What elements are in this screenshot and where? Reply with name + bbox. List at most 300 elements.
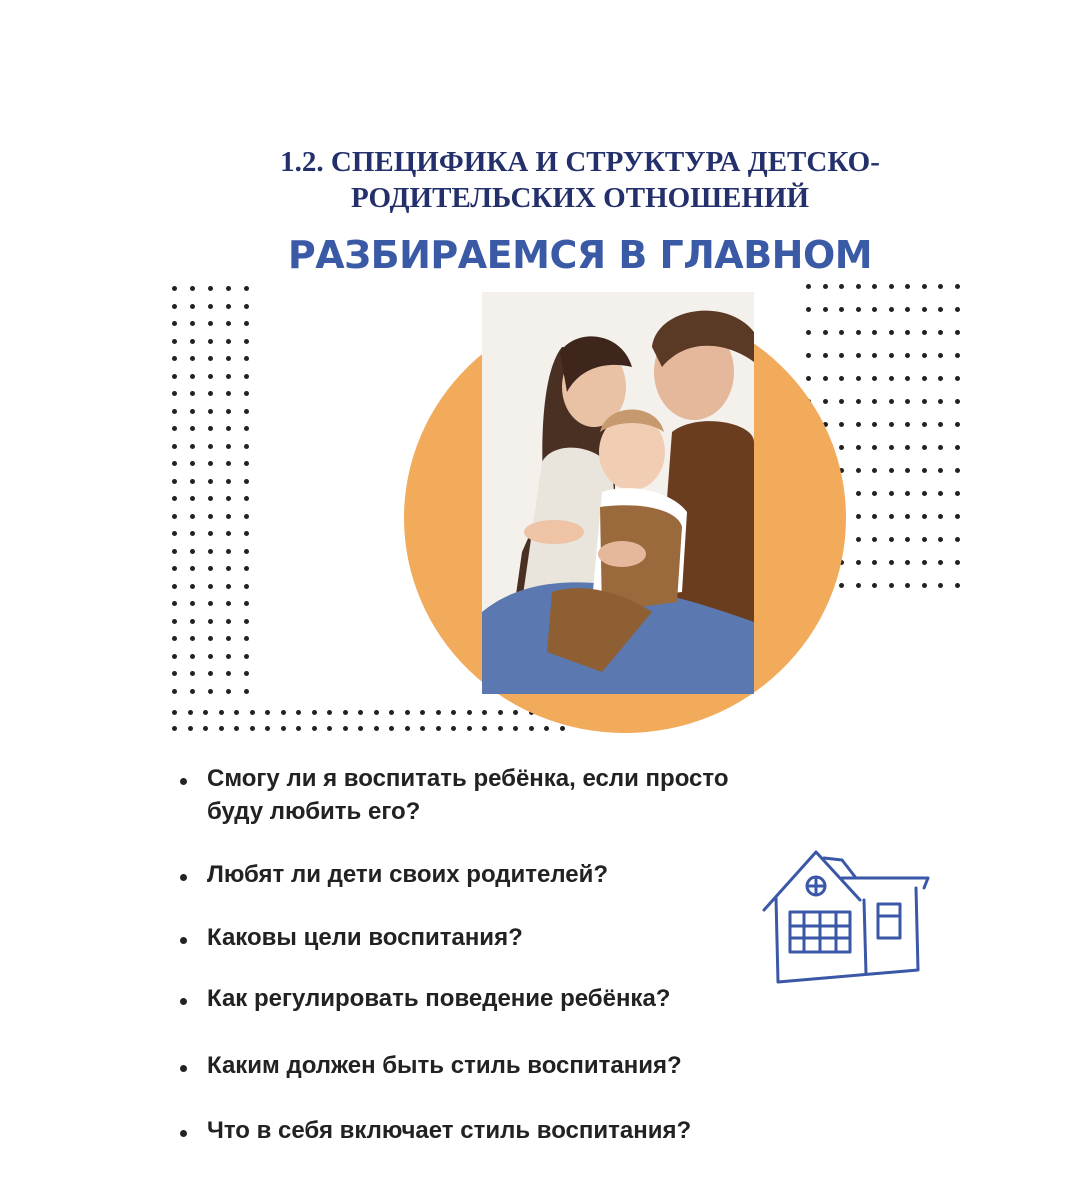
dot (498, 726, 503, 731)
dot (905, 491, 910, 496)
dot (208, 374, 213, 379)
dot (190, 426, 195, 431)
dot (922, 330, 927, 335)
dot (905, 307, 910, 312)
dot (244, 286, 249, 291)
dot (226, 601, 231, 606)
dot (312, 710, 317, 715)
dot (226, 496, 231, 501)
dot (856, 330, 861, 335)
dot (839, 307, 844, 312)
dot (226, 461, 231, 466)
dot (889, 353, 894, 358)
dot (208, 391, 213, 396)
dot (938, 468, 943, 473)
dot (343, 726, 348, 731)
dot (938, 284, 943, 289)
dot (312, 726, 317, 731)
dot (172, 619, 177, 624)
dot (244, 601, 249, 606)
dot (922, 307, 927, 312)
dot (955, 399, 960, 404)
dot (226, 619, 231, 624)
dot (226, 339, 231, 344)
dot (955, 284, 960, 289)
dot (208, 409, 213, 414)
dot (208, 514, 213, 519)
dot (172, 304, 177, 309)
dot (856, 399, 861, 404)
dot (922, 560, 927, 565)
section-title-line-1: 1.2. СПЕЦИФИКА И СТРУКТУРА ДЕТСКО- (280, 146, 880, 178)
dot (955, 560, 960, 565)
dot (244, 391, 249, 396)
dot (938, 422, 943, 427)
dot (872, 376, 877, 381)
dot (872, 330, 877, 335)
dot (190, 496, 195, 501)
dot (856, 284, 861, 289)
dot (955, 307, 960, 312)
dot (226, 671, 231, 676)
dot (226, 549, 231, 554)
dot (190, 356, 195, 361)
dot (244, 654, 249, 659)
dot (226, 514, 231, 519)
dot (938, 491, 943, 496)
dot (856, 583, 861, 588)
dot (172, 461, 177, 466)
dot (327, 726, 332, 731)
dot (856, 376, 861, 381)
dot (208, 549, 213, 554)
dot (208, 566, 213, 571)
dot (856, 514, 861, 519)
dot (823, 307, 828, 312)
dot (226, 654, 231, 659)
dot (856, 560, 861, 565)
dot (839, 353, 844, 358)
dot (226, 584, 231, 589)
dot (889, 376, 894, 381)
dot (208, 601, 213, 606)
dot (358, 726, 363, 731)
question-list (180, 762, 780, 1147)
dot (938, 330, 943, 335)
dot (208, 689, 213, 694)
dot (839, 422, 844, 427)
dot (420, 710, 425, 715)
dot (190, 601, 195, 606)
dot (806, 353, 811, 358)
dot (938, 399, 943, 404)
dot (905, 445, 910, 450)
list-item: Что в себя включает стиль воспитания? (180, 1114, 780, 1147)
dot (358, 710, 363, 715)
dot (938, 353, 943, 358)
dot (856, 307, 861, 312)
dot (244, 514, 249, 519)
dot (172, 636, 177, 641)
dot (823, 330, 828, 335)
dot (250, 710, 255, 715)
dot (244, 584, 249, 589)
dot (374, 726, 379, 731)
dot (226, 426, 231, 431)
dot (856, 537, 861, 542)
dot (839, 583, 844, 588)
dot (856, 445, 861, 450)
dot (219, 710, 224, 715)
dot (190, 566, 195, 571)
dot (208, 496, 213, 501)
dot (244, 409, 249, 414)
dot (955, 422, 960, 427)
list-item: Каким должен быть стиль воспитания? (180, 1049, 780, 1082)
dot (889, 399, 894, 404)
dot (219, 726, 224, 731)
dot (955, 330, 960, 335)
dot (190, 286, 195, 291)
section-title (150, 144, 1010, 216)
dot (226, 689, 231, 694)
dot (922, 376, 927, 381)
dot (296, 710, 301, 715)
dot (872, 353, 877, 358)
dot (823, 376, 828, 381)
dot (208, 584, 213, 589)
section-title-line-2: РОДИТЕЛЬСКИХ ОТНОШЕНИЙ (350, 182, 810, 214)
dot (172, 321, 177, 326)
dot (265, 726, 270, 731)
dot (889, 468, 894, 473)
dot (208, 339, 213, 344)
dot (172, 339, 177, 344)
dot (226, 636, 231, 641)
dot (806, 307, 811, 312)
dot (172, 531, 177, 536)
dot (482, 710, 487, 715)
dot (190, 671, 195, 676)
dot (823, 284, 828, 289)
dot-pattern-left (172, 286, 249, 694)
dot (922, 468, 927, 473)
dot (872, 399, 877, 404)
dot (560, 726, 565, 731)
dot (172, 584, 177, 589)
dot (889, 560, 894, 565)
dot (190, 461, 195, 466)
dot (806, 376, 811, 381)
dot (296, 726, 301, 731)
dot (208, 531, 213, 536)
dot (922, 422, 927, 427)
dot (172, 496, 177, 501)
dot (226, 286, 231, 291)
dot (872, 284, 877, 289)
dot (190, 689, 195, 694)
dot (389, 726, 394, 731)
dot (436, 710, 441, 715)
dot (905, 537, 910, 542)
dot (244, 426, 249, 431)
dot (922, 445, 927, 450)
dot (190, 409, 195, 414)
dot (208, 636, 213, 641)
dot (190, 304, 195, 309)
dot (190, 339, 195, 344)
dot (905, 514, 910, 519)
dot (420, 726, 425, 731)
dot (172, 426, 177, 431)
dot (226, 356, 231, 361)
dot (905, 284, 910, 289)
dot (889, 491, 894, 496)
dot (226, 374, 231, 379)
dot (806, 330, 811, 335)
dot (172, 391, 177, 396)
house-icon (758, 848, 934, 988)
dot (872, 422, 877, 427)
dot (889, 422, 894, 427)
dot (190, 619, 195, 624)
dot (172, 479, 177, 484)
dot (172, 356, 177, 361)
dot (172, 444, 177, 449)
dot (905, 330, 910, 335)
dot (208, 304, 213, 309)
dot (955, 514, 960, 519)
dot (226, 531, 231, 536)
dot (938, 514, 943, 519)
dot (208, 671, 213, 676)
dot (922, 514, 927, 519)
dot (905, 399, 910, 404)
dot (922, 537, 927, 542)
dot (172, 409, 177, 414)
dot (172, 654, 177, 659)
dot (172, 689, 177, 694)
dot (889, 330, 894, 335)
family-photo-icon (482, 292, 754, 694)
list-item: Смогу ли я воспитать ребёнка, если просто буду любить его? (180, 762, 780, 828)
dot (190, 531, 195, 536)
dot (905, 583, 910, 588)
dot (889, 445, 894, 450)
dot (172, 726, 177, 731)
dot (839, 399, 844, 404)
dot (281, 710, 286, 715)
dot (889, 583, 894, 588)
dot (343, 710, 348, 715)
dot (806, 284, 811, 289)
dot (172, 566, 177, 571)
dot (208, 426, 213, 431)
dot (327, 710, 332, 715)
dot (467, 726, 472, 731)
dot (244, 321, 249, 326)
dot (226, 409, 231, 414)
dot (405, 710, 410, 715)
dot (244, 444, 249, 449)
dot (172, 514, 177, 519)
dot (922, 399, 927, 404)
dot (451, 726, 456, 731)
dot (190, 374, 195, 379)
dot (938, 307, 943, 312)
dot (208, 479, 213, 484)
dot (234, 726, 239, 731)
dot (856, 353, 861, 358)
dot (889, 307, 894, 312)
dot (244, 479, 249, 484)
dot (190, 549, 195, 554)
dot (190, 444, 195, 449)
dot (244, 689, 249, 694)
dot (922, 353, 927, 358)
dot (938, 537, 943, 542)
dot (244, 619, 249, 624)
dot (244, 549, 249, 554)
dot (839, 330, 844, 335)
dot (905, 422, 910, 427)
dot (513, 710, 518, 715)
dot (405, 726, 410, 731)
dot (226, 304, 231, 309)
dot (172, 286, 177, 291)
dot (905, 560, 910, 565)
dot (208, 461, 213, 466)
dot (823, 353, 828, 358)
list-item: Как регулировать поведение ребёнка? (180, 982, 780, 1015)
dot (922, 284, 927, 289)
dot (955, 583, 960, 588)
dot (244, 496, 249, 501)
dot (922, 491, 927, 496)
dot (208, 619, 213, 624)
dot (544, 726, 549, 731)
dot (856, 468, 861, 473)
dot (513, 726, 518, 731)
dot (905, 376, 910, 381)
dot (856, 422, 861, 427)
dot (955, 376, 960, 381)
list-item: Каковы цели воспитания? (180, 921, 780, 954)
dot (244, 531, 249, 536)
dot (208, 654, 213, 659)
dot (190, 584, 195, 589)
dot (265, 710, 270, 715)
dot-pattern-bottom (172, 710, 565, 731)
dot (244, 671, 249, 676)
dot (281, 726, 286, 731)
dot (244, 566, 249, 571)
dot (203, 710, 208, 715)
dot (172, 549, 177, 554)
dot (226, 444, 231, 449)
dot (172, 710, 177, 715)
dot (839, 284, 844, 289)
dot (905, 468, 910, 473)
dot (190, 654, 195, 659)
dot (889, 537, 894, 542)
dot (482, 726, 487, 731)
dot (938, 445, 943, 450)
dot (938, 583, 943, 588)
dot (955, 491, 960, 496)
banner-heading: РАЗБИРАЕМСЯ В ГЛАВНОМ (287, 233, 873, 277)
dot (234, 710, 239, 715)
dot (889, 514, 894, 519)
dot (226, 566, 231, 571)
dot (872, 514, 877, 519)
dot (190, 391, 195, 396)
dot (244, 636, 249, 641)
dot (208, 321, 213, 326)
dot (244, 339, 249, 344)
dot (226, 479, 231, 484)
dot (938, 560, 943, 565)
dot (436, 726, 441, 731)
dot (250, 726, 255, 731)
dot (922, 583, 927, 588)
dot (955, 353, 960, 358)
dot (451, 710, 456, 715)
dot (374, 710, 379, 715)
dot (244, 374, 249, 379)
dot (190, 636, 195, 641)
dot (498, 710, 503, 715)
dot (823, 399, 828, 404)
dot (208, 286, 213, 291)
dot (244, 304, 249, 309)
dot (244, 356, 249, 361)
dot (172, 601, 177, 606)
dot (529, 726, 534, 731)
dot (955, 537, 960, 542)
dot (172, 374, 177, 379)
dot (905, 353, 910, 358)
dot (889, 284, 894, 289)
dot (244, 461, 249, 466)
dot (872, 491, 877, 496)
dot (389, 710, 394, 715)
dot (467, 710, 472, 715)
dot (872, 468, 877, 473)
dot (872, 537, 877, 542)
dot (208, 444, 213, 449)
dot (208, 356, 213, 361)
dot (955, 468, 960, 473)
dot (872, 560, 877, 565)
dot (190, 479, 195, 484)
dot (188, 726, 193, 731)
dot (190, 514, 195, 519)
dot (872, 307, 877, 312)
dot (955, 445, 960, 450)
dot (203, 726, 208, 731)
dot (938, 376, 943, 381)
dot (856, 491, 861, 496)
dot (172, 671, 177, 676)
dot (226, 391, 231, 396)
dot (839, 376, 844, 381)
dot (872, 445, 877, 450)
dot (190, 321, 195, 326)
dot (872, 583, 877, 588)
list-item: Любят ли дети своих родителей? (180, 858, 780, 891)
dot (839, 445, 844, 450)
